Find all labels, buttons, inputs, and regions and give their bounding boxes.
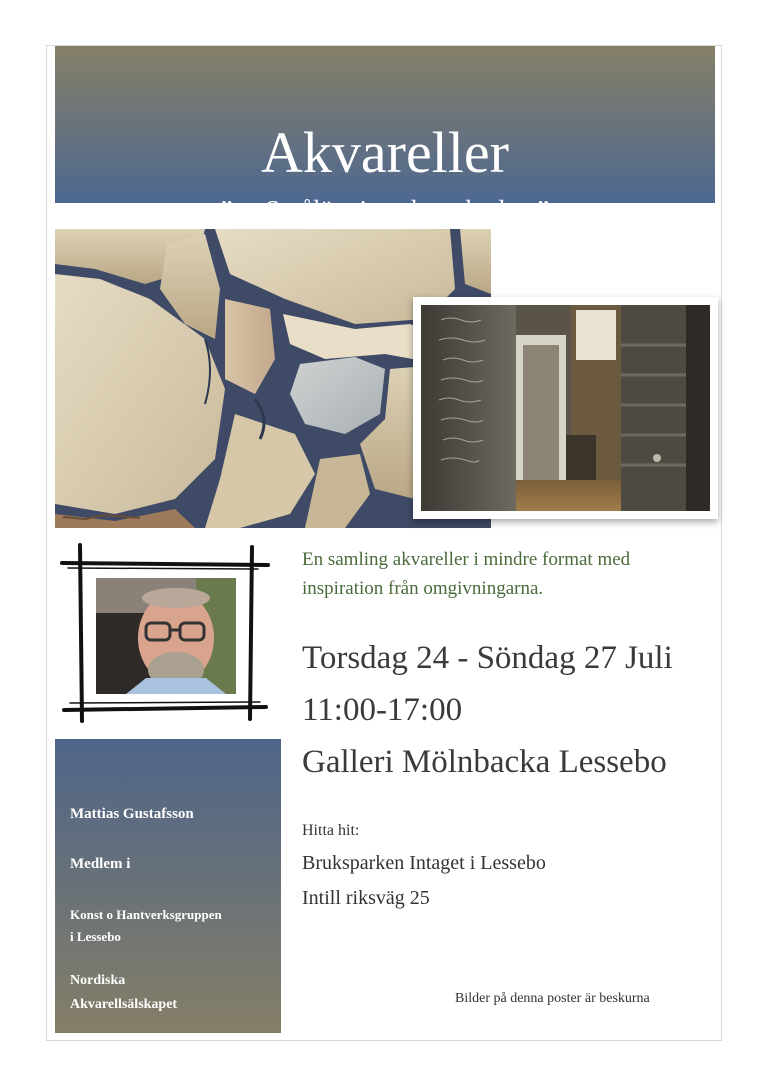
intro-line-2: inspiration från omgivningarna. [302,578,544,599]
org-2-line-2: Akvarellsälskapet [70,997,178,1012]
directions-line-1: Bruksparken Intaget i Lessebo [302,852,546,874]
hallway-painting [421,305,710,511]
artist-info-panel [55,739,281,1033]
poster-title: Akvareller [261,120,509,185]
artist-portrait [96,578,236,694]
hallway-painting-frame [413,297,718,519]
intro-line-1: En samling akvareller i mindre format med [302,549,631,570]
header-banner [55,46,715,225]
org-1-line-2: i Lessebo [70,929,121,944]
org-2-line-1: Nordiska [70,973,126,988]
artist-portrait-area [58,543,272,723]
member-label: Medlem i [70,856,131,872]
intro-text [302,545,702,603]
directions-label: Hitta hit: [302,822,360,839]
event-time: 11:00-17:00 [302,692,463,728]
directions-line-2: Intill riksväg 25 [302,887,430,909]
poster-subtitle: ”en Smålännings betraktelser” [220,195,550,225]
event-venue: Galleri Mölnbacka Lessebo [302,744,667,780]
event-dates: Torsdag 24 - Söndag 27 Juli [302,640,673,676]
org-1-line-1: Konst o Hantverksgruppen [70,907,222,922]
image-credit-note: Bilder på denna poster är beskurna [455,991,650,1006]
artist-name: Mattias Gustafsson [70,806,194,822]
